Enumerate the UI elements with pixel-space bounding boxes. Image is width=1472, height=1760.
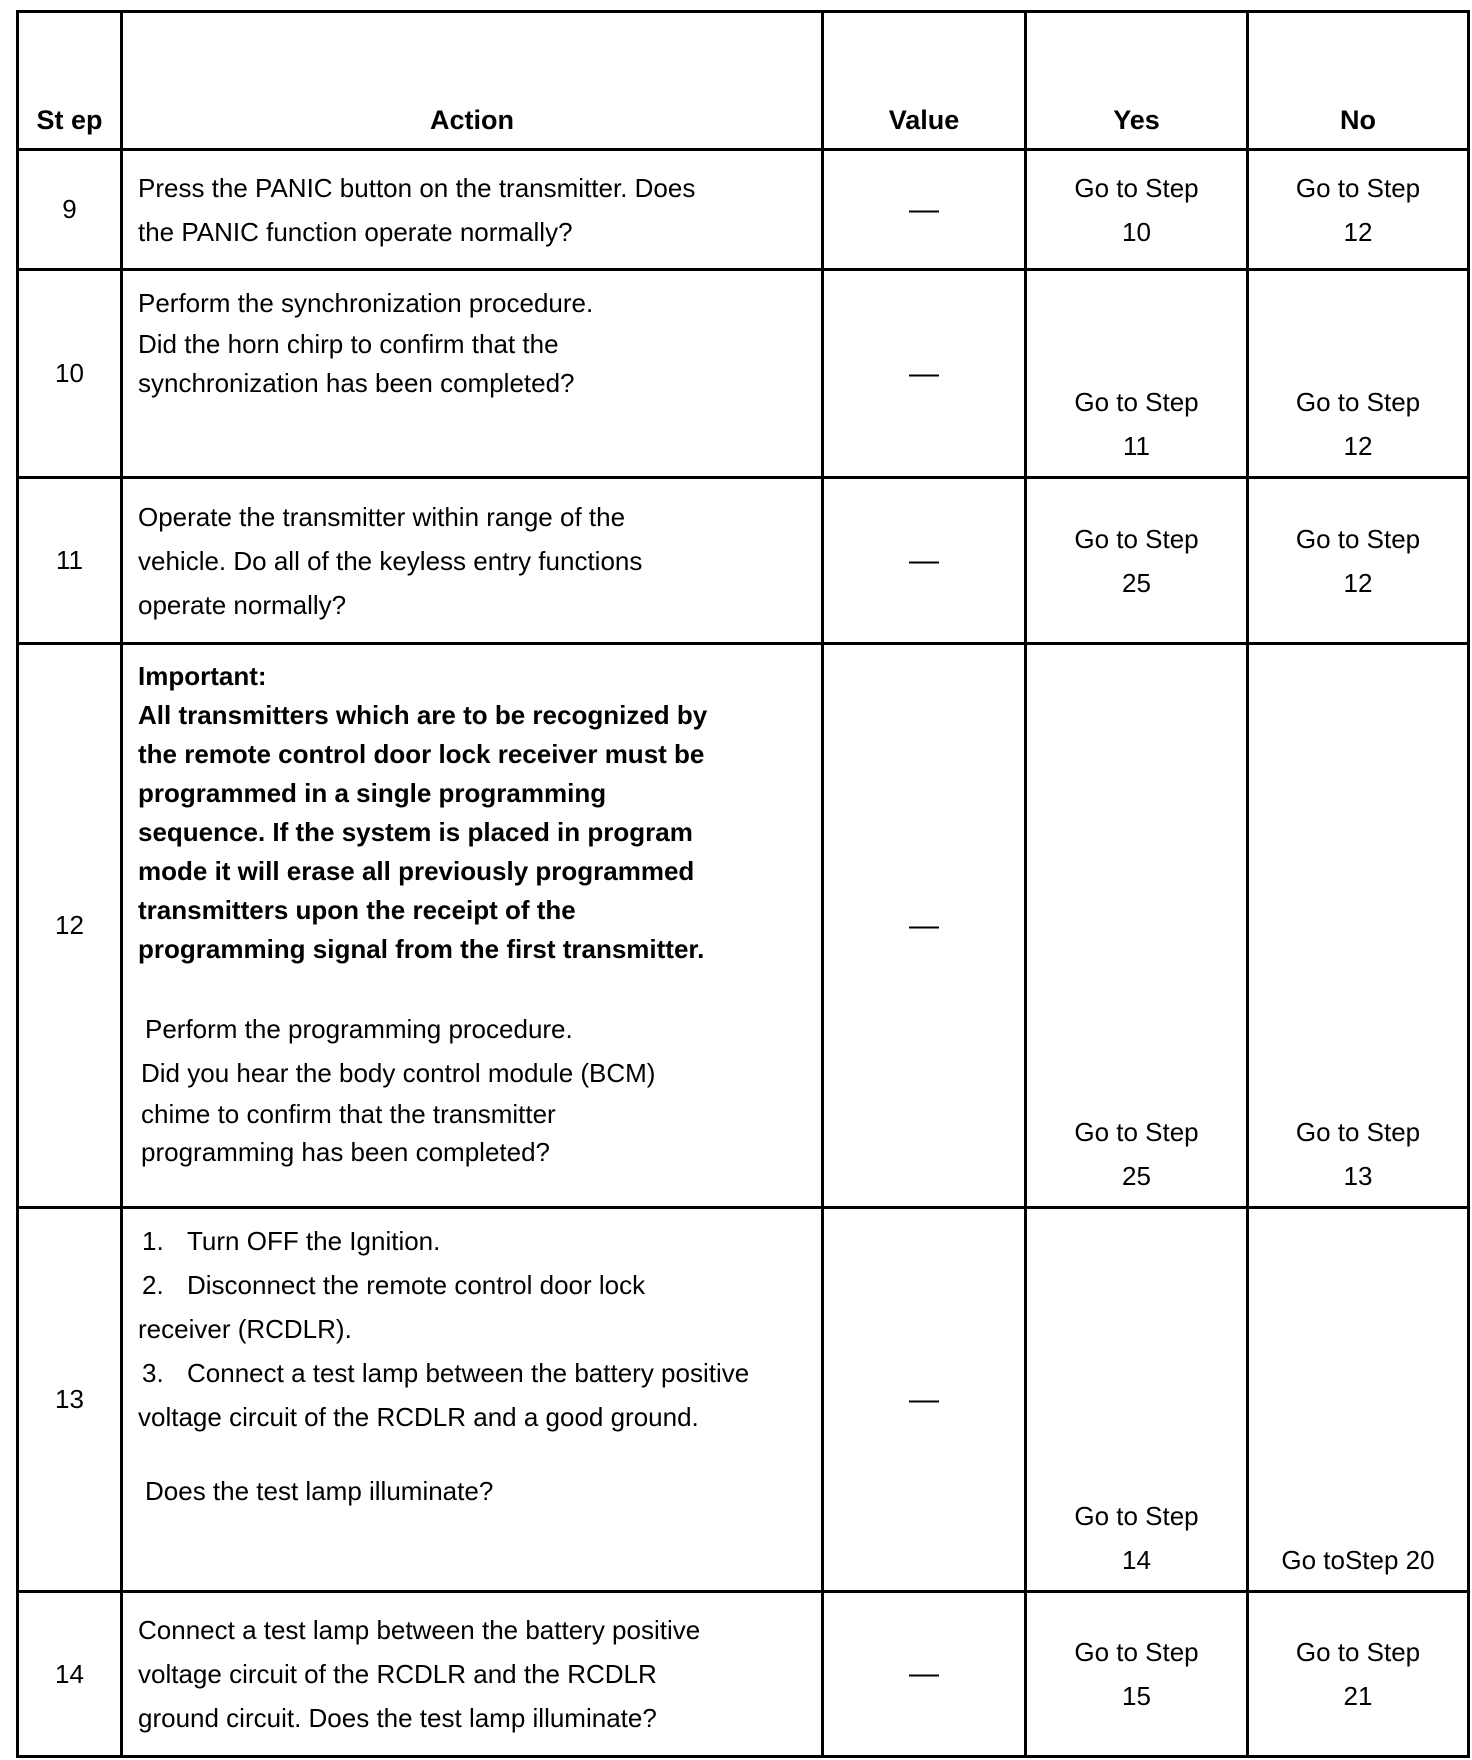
action-line: the PANIC function operate normally? [138,216,573,247]
action-line: operate normally? [138,589,347,620]
list-item [138,1263,678,1351]
header-row [18,12,1469,150]
table-row [18,1592,1469,1757]
step-number: 14 [18,1592,122,1757]
important-line: sequence. If the system is placed in program [138,817,693,847]
action-line: Press the PANIC button on the transmitter. Does [138,172,696,203]
step-number: 13 [18,1208,122,1592]
important-line: programmed in a single programming [138,778,607,808]
yes-cell [1026,644,1248,1208]
no-text: Go to Step 13 [1295,1117,1421,1191]
action-line: voltage circuit of the RCDLR and the RCDLR [138,1659,657,1689]
no-cell [1248,478,1469,644]
action-cell [122,478,823,644]
no-cell [1248,1208,1469,1592]
table-row [18,150,1469,270]
step-number: 10 [18,270,122,478]
step-number: 9 [18,150,122,270]
list-item [138,1351,758,1439]
list-text: Disconnect the remote control door lock receiver (RCDLR). [138,1270,646,1344]
action-cell [122,644,823,1208]
header-value: Value [823,12,1026,150]
yes-cell [1026,478,1248,644]
header-yes: Yes [1026,12,1248,150]
action-line: Operate the transmitter within range of the [138,501,626,532]
important-line: All transmitters which are to be recognized by [138,700,708,730]
action-line: ground circuit. Does the test lamp illuminate? [138,1703,657,1733]
value-cell: — [823,270,1026,478]
table-row [18,1208,1469,1592]
value-cell: — [823,478,1026,644]
value-cell: — [823,644,1026,1208]
list-text: Connect a test lamp between the battery positive voltage circuit of the RCDLR and a good ground. [138,1358,750,1432]
table-row [18,270,1469,478]
list-number: 1. [142,1226,164,1256]
action-cell [122,270,823,478]
yes-text: Go to Step 15 [1074,1637,1199,1711]
action-line: synchronization has been completed? [138,368,575,398]
yes-cell [1026,1592,1248,1757]
no-text: Go to Step 12 [1295,523,1421,598]
action-line: Connect a test lamp between the battery positive [138,1615,701,1645]
yes-text: Go to Step 14 [1074,1501,1199,1575]
action-line: vehicle. Do all of the keyless entry functions [138,545,643,576]
no-text: Go toStep 20 [1281,1545,1435,1575]
action-line: Did you hear the body control module (BCM) [141,1058,656,1088]
yes-text: Go to Step 25 [1074,523,1199,598]
action-line: programming has been completed? [141,1137,551,1167]
step-number: 11 [18,478,122,644]
important-label: Important: [138,661,267,691]
header-step: St ep [18,12,122,150]
important-line: programming signal from the first transmitter. [138,934,705,964]
no-cell [1248,644,1469,1208]
important-line: the remote control door lock receiver must be [138,739,705,769]
yes-text: Go to Step 25 [1074,1117,1199,1191]
yes-text: Go to Step 10 [1074,172,1199,247]
action-line: Perform the synchronization procedure. [138,288,594,318]
header-no: No [1248,12,1469,150]
value-cell: — [823,150,1026,270]
action-cell [122,150,823,270]
table-row [18,644,1469,1208]
no-cell [1248,150,1469,270]
no-text: Go to Step 12 [1295,387,1421,461]
list-item [138,1219,811,1263]
action-line: Did the horn chirp to confirm that the [138,329,559,359]
yes-text: Go to Step 11 [1074,387,1199,461]
yes-cell [1026,1208,1248,1592]
list-number: 2. [142,1270,164,1300]
action-line: chime to confirm that the transmitter [141,1099,556,1129]
action-cell [122,1592,823,1757]
header-action: Action [122,12,823,150]
list-number: 3. [142,1358,164,1388]
no-cell [1248,1592,1469,1757]
action-question: Does the test lamp illuminate? [145,1476,494,1506]
value-cell: — [823,1592,1026,1757]
value-cell: — [823,1208,1026,1592]
yes-cell [1026,270,1248,478]
list-text: Turn OFF the Ignition. [187,1226,441,1256]
important-line: transmitters upon the receipt of the [138,895,576,925]
yes-cell [1026,150,1248,270]
table-row [18,478,1469,644]
action-line: Perform the programming procedure. [145,1014,573,1044]
diagnostic-table [16,10,1470,1758]
no-cell [1248,270,1469,478]
action-cell [122,1208,823,1592]
no-text: Go to Step 12 [1295,172,1421,247]
no-text: Go to Step 21 [1295,1637,1421,1711]
step-number: 12 [18,644,122,1208]
important-line: mode it will erase all previously programmed [138,856,695,886]
